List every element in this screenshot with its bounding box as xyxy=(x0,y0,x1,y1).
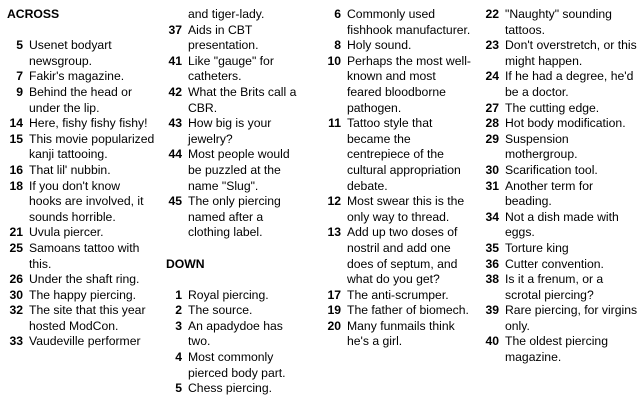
clue-down xyxy=(325,54,472,116)
clue-number: 30 xyxy=(9,287,23,302)
clue-number: 9 xyxy=(16,84,23,99)
clue-down xyxy=(483,101,639,117)
clue-number: 36 xyxy=(485,256,499,271)
clue-number: 32 xyxy=(9,303,23,318)
clue-number: 24 xyxy=(485,69,499,84)
clue-text: The source. xyxy=(188,303,253,318)
clue-across xyxy=(7,163,155,179)
clue-across xyxy=(166,7,304,23)
clue-down xyxy=(483,303,639,334)
clue-down xyxy=(483,38,639,69)
clue-across xyxy=(166,85,304,116)
clue-down xyxy=(483,257,639,273)
clue-text: Not a dish made with eggs. xyxy=(505,209,619,240)
clue-number: 27 xyxy=(485,100,499,115)
clue-number: 31 xyxy=(485,178,499,193)
clue-number: 6 xyxy=(334,7,341,21)
clue-across xyxy=(7,116,155,132)
clue-text: Aids in CBT presentation. xyxy=(188,22,259,53)
clue-number: 7 xyxy=(16,69,23,84)
clue-down xyxy=(483,116,639,132)
clue-down xyxy=(325,194,472,225)
clue-number: 35 xyxy=(485,240,499,255)
clue-down xyxy=(483,272,639,303)
clue-down xyxy=(325,7,472,38)
clue-number: 39 xyxy=(485,303,499,318)
clue-text: The cutting edge. xyxy=(505,100,600,115)
clue-text: If you don't know hooks are involved, it sounds horrible. xyxy=(29,178,144,224)
clue-list xyxy=(325,7,472,350)
clue-text: Most commonly pierced body part. xyxy=(188,350,286,380)
clue-number: 17 xyxy=(327,287,341,302)
column-1 xyxy=(7,7,155,350)
clue-across xyxy=(7,85,155,116)
clue-text: Scarification tool. xyxy=(505,162,598,177)
clue-number: 43 xyxy=(168,116,182,131)
clue-text: Most swear this is the only way to thread. xyxy=(347,194,465,224)
clue-down xyxy=(166,381,304,397)
clue-down xyxy=(483,132,639,163)
clue-number: 3 xyxy=(175,318,182,333)
clue-number: 10 xyxy=(327,53,341,68)
clue-number: 22 xyxy=(485,7,499,21)
clue-text: Tattoo style that became the centrepiece of the cultural appropriation debate. xyxy=(347,116,461,193)
clue-down xyxy=(166,303,304,319)
clue-number: 29 xyxy=(485,131,499,146)
clue-across xyxy=(166,194,304,241)
clue-number: 2 xyxy=(175,303,182,318)
clue-number: 4 xyxy=(175,350,182,365)
clue-text: Torture king xyxy=(505,240,569,255)
clue-down xyxy=(325,38,472,54)
clue-down xyxy=(325,288,472,304)
clue-number: 23 xyxy=(485,38,499,53)
clue-text: Many funmails think he's a girl. xyxy=(347,318,455,349)
clue-text: Suspension mothergroup. xyxy=(505,131,578,162)
clue-text: Hot body modification. xyxy=(505,116,626,131)
clue-number: 34 xyxy=(485,209,499,224)
clue-across xyxy=(7,334,155,350)
clue-across xyxy=(7,272,155,288)
clue-text: The only piercing named after a clothing label. xyxy=(188,194,281,240)
clue-down xyxy=(483,69,639,100)
clue-number: 40 xyxy=(485,334,499,349)
clue-text: Fakir's magazine. xyxy=(29,69,125,84)
clue-number: 8 xyxy=(334,38,341,53)
clue-down xyxy=(325,116,472,194)
clue-across xyxy=(7,38,155,69)
clue-text: Royal piercing. xyxy=(188,287,269,302)
spacer xyxy=(166,272,304,288)
clue-text: This movie popularized kanji tattooing. xyxy=(29,131,155,162)
clue-text: Here, fishy fishy fishy! xyxy=(29,116,148,131)
clue-number: 16 xyxy=(9,162,23,177)
clue-down xyxy=(325,303,472,319)
clue-text: Is it a frenum, or a scrotal piercing? xyxy=(505,272,604,302)
clue-text: Like "gauge" for catheters. xyxy=(188,53,274,84)
clue-number: 44 xyxy=(168,147,182,162)
clue-down xyxy=(483,334,639,365)
clue-across xyxy=(7,132,155,163)
clue-list xyxy=(7,38,155,350)
clue-number: 5 xyxy=(16,38,23,53)
clue-number: 5 xyxy=(175,381,182,396)
clue-text: and tiger-lady. xyxy=(188,7,265,21)
clue-number: 30 xyxy=(485,162,499,177)
clue-number: 37 xyxy=(168,22,182,37)
clue-number: 12 xyxy=(327,194,341,209)
clue-text: If he had a degree, he'd be a doctor. xyxy=(505,69,634,99)
clue-across xyxy=(7,241,155,272)
clue-text: What the Brits call a CBR. xyxy=(188,84,297,115)
clue-across xyxy=(166,23,304,54)
clue-text: Usenet bodyart newsgroup. xyxy=(29,38,112,68)
clue-number: 18 xyxy=(9,178,23,193)
clue-number: 42 xyxy=(168,84,182,99)
clue-across xyxy=(166,116,304,147)
clue-text: Chess piercing. xyxy=(188,381,272,396)
clue-text: Vaudeville performer xyxy=(29,334,141,349)
clue-number: 45 xyxy=(168,194,182,209)
clue-down xyxy=(483,241,639,257)
clue-text: Most people would be puzzled at the name "Slug". xyxy=(188,147,290,193)
spacer xyxy=(166,241,304,257)
clue-text: Behind the head or under the lip. xyxy=(29,84,132,115)
clue-number: 11 xyxy=(328,116,341,131)
clue-number: 20 xyxy=(327,318,341,333)
clue-across xyxy=(7,303,155,334)
clue-down xyxy=(483,179,639,210)
column-2 xyxy=(166,7,304,397)
clue-list xyxy=(483,7,639,366)
column-4 xyxy=(483,7,639,366)
clue-down xyxy=(483,7,639,38)
clue-number: 21 xyxy=(9,225,23,240)
clue-text: The oldest piercing magazine. xyxy=(505,334,608,365)
clue-text: Another term for beading. xyxy=(505,178,594,209)
clue-list xyxy=(166,7,304,241)
clue-text: "Naughty" sounding tattoos. xyxy=(505,7,612,37)
clue-number: 15 xyxy=(9,131,23,146)
clue-number: 13 xyxy=(327,225,341,240)
clue-down xyxy=(325,319,472,350)
spacer xyxy=(7,23,155,39)
clue-number: 14 xyxy=(9,116,23,131)
clue-across xyxy=(7,179,155,226)
clue-number: 33 xyxy=(9,334,23,349)
clue-down xyxy=(166,350,304,381)
clue-text: An apadydoe has two. xyxy=(188,318,283,349)
clue-text: Samoans tattoo with this. xyxy=(29,240,140,271)
clue-down xyxy=(166,288,304,304)
clue-text: Under the shaft ring. xyxy=(29,272,140,287)
clue-text: Rare piercing, for virgins only. xyxy=(505,303,638,333)
clue-number: 19 xyxy=(327,303,341,318)
clue-list xyxy=(166,288,304,397)
clue-down xyxy=(483,163,639,179)
down-heading: DOWN xyxy=(166,256,205,271)
clue-text: Perhaps the most well-known and most feared bloodborne pathogen. xyxy=(347,53,471,115)
clue-text: Cutter convention. xyxy=(505,256,604,271)
clue-across xyxy=(7,288,155,304)
clue-text: Holy sound. xyxy=(347,38,412,53)
clue-text: Don't overstretch, or this might happen. xyxy=(505,38,637,68)
clue-number: 25 xyxy=(9,240,23,255)
clue-number: 26 xyxy=(9,272,23,287)
clue-number: 1 xyxy=(175,287,182,302)
clue-down xyxy=(483,210,639,241)
clue-across xyxy=(166,147,304,194)
clue-across xyxy=(166,54,304,85)
clue-text: Uvula piercer. xyxy=(29,225,104,240)
clue-text: The happy piercing. xyxy=(29,287,137,302)
clue-across xyxy=(7,69,155,85)
column-3 xyxy=(325,7,472,350)
clue-text: That lil' nubbin. xyxy=(29,162,111,177)
across-heading: ACROSS xyxy=(7,7,60,21)
clue-number: 28 xyxy=(485,116,499,131)
clue-down xyxy=(166,319,304,350)
clue-text: The father of biomech. xyxy=(347,303,469,318)
clue-text: The anti-scrumper. xyxy=(347,287,449,302)
clue-text: Commonly used fishhook manufacturer. xyxy=(347,7,471,37)
clue-number: 38 xyxy=(485,272,499,287)
clue-text: How big is your jewelry? xyxy=(188,116,272,146)
clue-text: The site that this year hosted ModCon. xyxy=(29,303,146,333)
clue-number: 41 xyxy=(168,53,182,68)
clue-across xyxy=(7,225,155,241)
clue-down xyxy=(325,225,472,287)
clue-text: Add up two doses of nostril and add one does of septum, and what do you get? xyxy=(347,225,458,287)
